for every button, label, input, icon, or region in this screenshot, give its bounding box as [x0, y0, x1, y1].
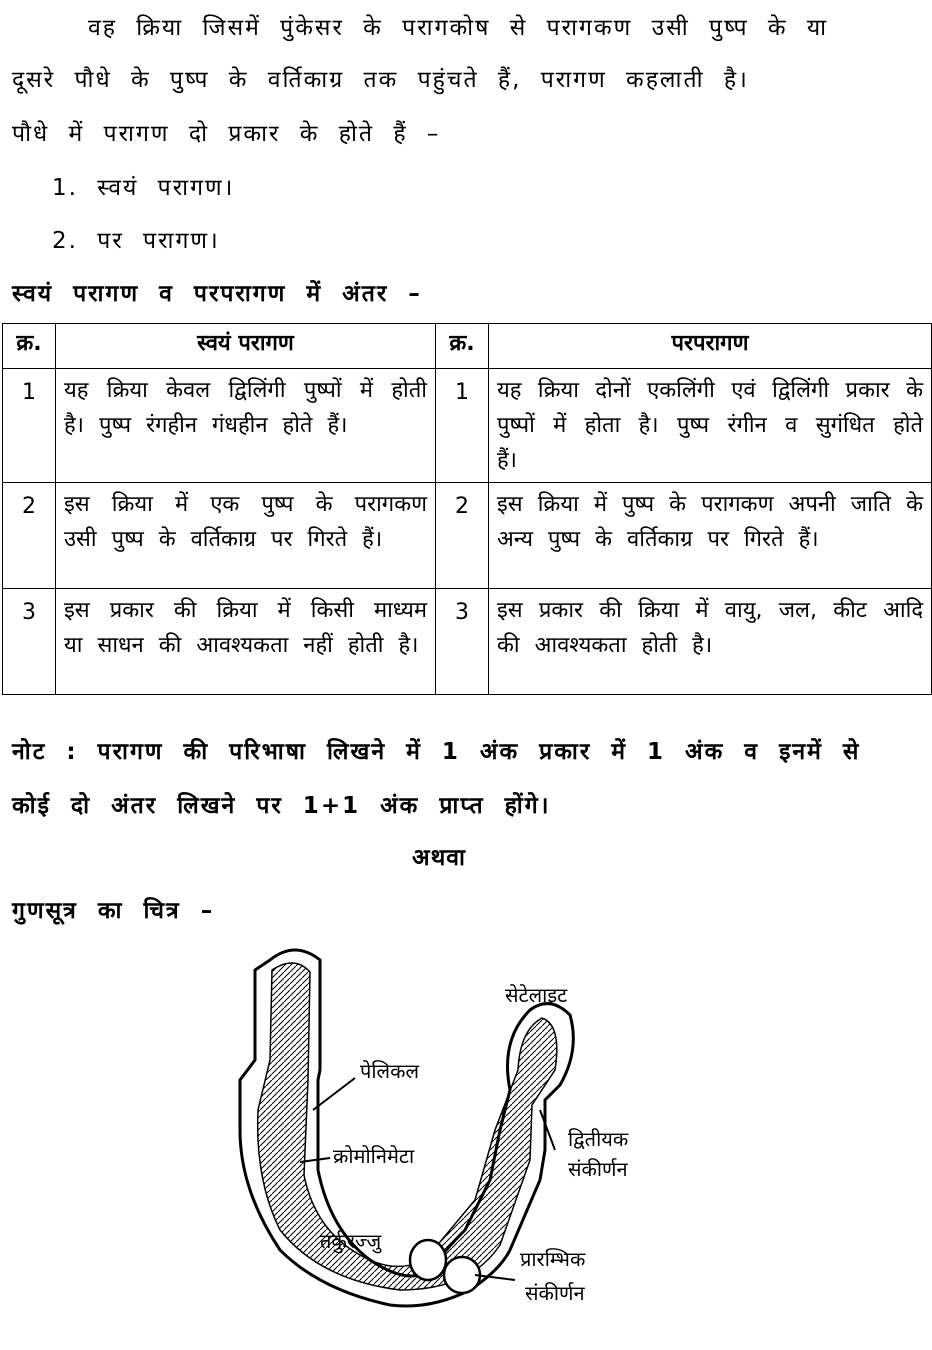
table-row: [3, 483, 932, 589]
chromosome-diagram: [200, 930, 720, 1350]
header-serial-2: क्र.: [436, 324, 489, 369]
label-satellite: सेटेलाइट: [505, 983, 568, 1007]
header-serial-1: क्र.: [3, 324, 56, 369]
table-header-row: [3, 324, 932, 369]
diagram-heading: गुणसूत्र का चित्र –: [12, 898, 215, 924]
label-primary-constriction-2: संकीर्णन: [525, 1281, 585, 1305]
cross-pollination-cell: यह क्रिया दोनों एकलिंगी एवं द्विलिंगी प्रकार के पुष्पों में होता है। पुष्प रंगीन व सुगंधित होते हैं।: [489, 369, 932, 483]
row-number: 1: [3, 369, 56, 483]
or-divider: अथवा: [412, 845, 467, 871]
comparison-table: [2, 323, 932, 695]
label-pellicle: पेलिकल: [360, 1059, 420, 1083]
header-self-pollination: स्वयं परागण: [56, 324, 436, 369]
primary-constriction-knob: [444, 1257, 480, 1293]
list-item-self-pollination: 1. स्वयं परागण।: [52, 175, 235, 201]
row-number: 2: [436, 483, 489, 589]
label-spindle-fibre: तर्कुरज्जु: [320, 1229, 382, 1253]
self-pollination-cell: यह क्रिया केवल द्विलिंगी पुष्पों में होती है। पुष्प रंगहीन गंधहीन होते हैं।: [56, 369, 436, 483]
note-line-1: नोट : परागण की परिभाषा लिखने में 1 अंक प्रकार में 1 अंक व इनमें से: [12, 739, 861, 765]
cross-pollination-cell: इस क्रिया में पुष्प के परागकण अपनी जाति के अन्य पुष्प के वर्तिकाग्र पर गिरते हैं।: [489, 483, 932, 589]
row-number: 2: [3, 483, 56, 589]
difference-heading: स्वयं परागण व परपरागण में अंतर –: [12, 281, 422, 307]
label-chromonemata: क्रोमोनिमेटा: [333, 1144, 415, 1168]
primary-constriction-knob: [410, 1240, 446, 1280]
cross-pollination-cell: इस प्रकार की क्रिया में वायु, जल, कीट आदि की आवश्यकता होती है।: [489, 589, 932, 695]
row-number: 1: [436, 369, 489, 483]
header-cross-pollination: परपरागण: [489, 324, 932, 369]
intro-line-2: दूसरे पौधे के पुष्प के वर्तिकाग्र तक पहुंचते हैं, परागण कहलाती है।: [12, 67, 749, 93]
table-row: [3, 369, 932, 483]
label-primary-constriction-1: प्रारम्भिक: [520, 1247, 586, 1271]
table-row: [3, 589, 932, 695]
note-line-2: कोई दो अंतर लिखने पर 1+1 अंक प्राप्त होंगे।: [12, 793, 551, 819]
row-number: 3: [436, 589, 489, 695]
label-secondary-constriction-2: संकीर्णन: [568, 1157, 628, 1181]
intro-line-1: वह क्रिया जिसमें पुंकेसर के परागकोष से परागकण उसी पुष्प के या: [88, 15, 829, 41]
list-item-cross-pollination: 2. पर परागण।: [52, 228, 220, 254]
intro-line-3: पौधे में परागण दो प्रकार के होते हैं –: [12, 121, 441, 147]
self-pollination-cell: इस क्रिया में एक पुष्प के परागकण उसी पुष्प के वर्तिकाग्र पर गिरते हैं।: [56, 483, 436, 589]
self-pollination-cell: इस प्रकार की क्रिया में किसी माध्यम या साधन की आवश्यकता नहीं होती है।: [56, 589, 436, 695]
row-number: 3: [3, 589, 56, 695]
label-secondary-constriction-1: द्वितीयक: [568, 1127, 629, 1151]
